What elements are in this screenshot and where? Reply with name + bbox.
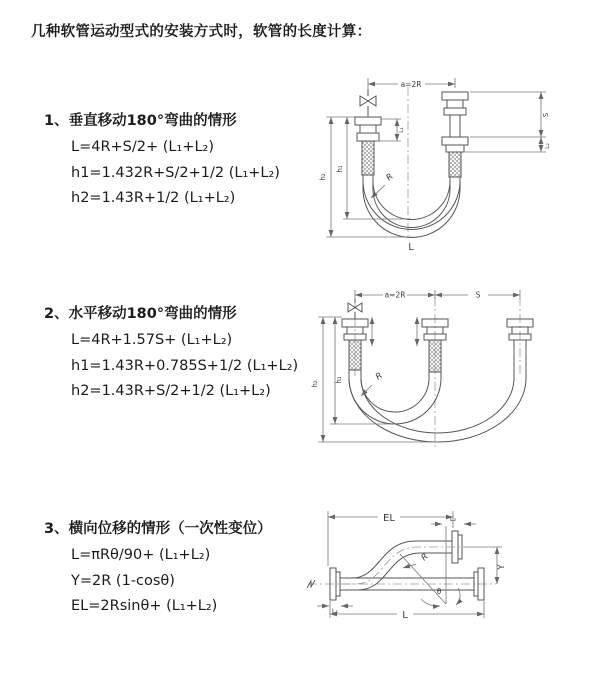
dim-h1-label: h₁: [336, 165, 344, 173]
dim-s-label: S: [475, 290, 481, 300]
hose-curves: [363, 175, 460, 237]
length-label: L: [408, 242, 414, 253]
section-3-formulas: [71, 543, 272, 620]
dim-s-label: S: [542, 112, 550, 118]
formula-line: h1=1.432R+S/2+1/2 (L₁+L₂): [71, 164, 280, 181]
formula-line: Y=2R (1-cosθ): [71, 572, 175, 589]
angle-radius-line: [400, 551, 446, 604]
dim-l2-label: L₂: [544, 143, 551, 149]
section-2-formulas: [71, 328, 298, 405]
diagram-lateral-displacement: [300, 504, 600, 652]
left-fitting: [355, 117, 381, 141]
right-braid: [449, 152, 461, 177]
theta-label: θ: [436, 587, 442, 596]
dim-l-label: L: [402, 610, 408, 621]
section-2-heading: 2、水平移动180°弯曲的情形: [44, 306, 237, 322]
dim-a: [355, 290, 520, 299]
formula-line: h2=1.43R+1/2 (L₁+L₂): [71, 190, 236, 206]
formula-line: L=πRθ/90+ (L₁+L₂): [71, 547, 211, 563]
dim-a-label: a=2R: [400, 80, 422, 89]
dim-s: [463, 92, 546, 152]
radius-label: R: [373, 370, 385, 383]
right-fitting-upper: [442, 92, 468, 115]
radius-label: R: [384, 171, 396, 184]
right-fitting-lower: [442, 137, 468, 152]
dim-l1-label: L₁: [398, 127, 405, 133]
dim-h1-label: h₁: [335, 376, 343, 384]
section-1-heading: 1、垂直移动180°弯曲的情形: [44, 113, 237, 129]
middle-braid: [429, 340, 441, 372]
section-1: [44, 109, 280, 212]
hose-s-curve: [340, 541, 452, 590]
dim-a-label: a=2R: [384, 290, 406, 300]
page-title: 几种软管运动型式的安装方式时，软管的长度计算：: [31, 24, 372, 40]
formula-line: L=4R+S/2+ (L₁+L₂): [71, 139, 214, 155]
fitting-dims: [372, 317, 417, 346]
dim-y-label: Y: [497, 564, 507, 570]
radius-label: R: [419, 551, 431, 564]
section-3: [44, 517, 272, 620]
dim-h2-label: h₂: [319, 173, 327, 181]
section-2: [44, 302, 298, 405]
diagram-horizontal-180-bend: [308, 284, 600, 454]
valve-icon: [360, 89, 376, 117]
right-pipe: [450, 115, 460, 137]
dim-el-label: EL: [383, 513, 395, 524]
formula-line: EL=2Rsinθ+ (L₁+L₂): [71, 598, 218, 614]
section-3-heading: 3、横向位移的情形（一次性变位）: [44, 521, 272, 537]
diagram-vertical-180-bend: [313, 69, 598, 261]
formula-line: h2=1.43R+S/2+1/2 (L₁+L₂): [71, 383, 271, 399]
dim-l1-label: L₁: [331, 607, 339, 615]
left-braid: [362, 141, 374, 175]
formula-line: h1=1.43R+0.785S+1/2 (L₁+L₂): [71, 357, 299, 374]
left-braid: [349, 340, 361, 370]
section-1-formulas: [71, 135, 280, 212]
formula-line: L=4R+1.57S+ (L₁+L₂): [71, 332, 233, 348]
dim-l2-label: L₂: [449, 515, 457, 523]
dim-h2-label: h₂: [311, 380, 319, 388]
